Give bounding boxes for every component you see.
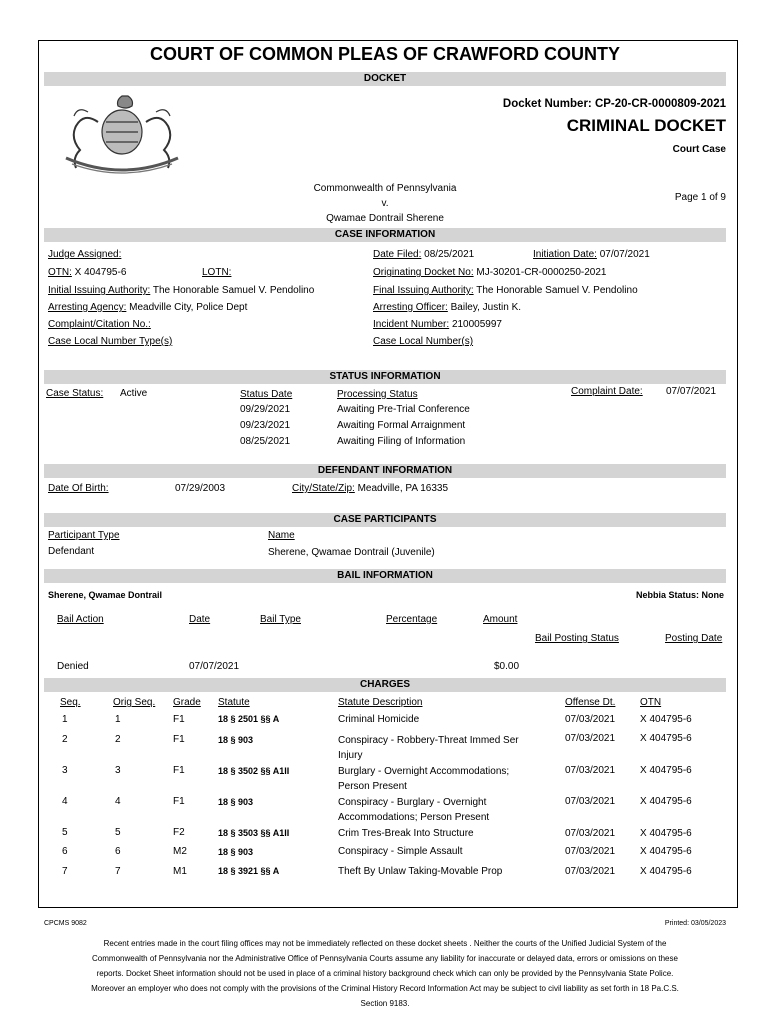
charge-description: Criminal Homicide bbox=[338, 714, 420, 725]
bail-percentage-label: Percentage bbox=[386, 614, 438, 625]
charges-col-statute: Statute bbox=[218, 697, 250, 708]
bail-amount-label: Amount bbox=[483, 614, 518, 625]
processing-status-label: Processing Status bbox=[337, 389, 418, 400]
charge-description: Crim Tres-Break Into Structure bbox=[338, 828, 474, 839]
charge-description-cont: Injury bbox=[338, 750, 363, 761]
charge-otn: X 404795-6 bbox=[640, 846, 692, 857]
charge-grade: M2 bbox=[173, 846, 187, 857]
charge-grade: F1 bbox=[173, 734, 185, 745]
participant-name: Sherene, Qwamae Dontrail (Juvenile) bbox=[268, 547, 435, 558]
otn-label: OTN: bbox=[48, 267, 72, 278]
charge-seq: 7 bbox=[62, 866, 68, 877]
charge-statute: 18 § 3503 §§ A1II bbox=[218, 828, 290, 838]
charge-seq: 5 bbox=[62, 827, 68, 838]
charge-orig-seq: 2 bbox=[115, 734, 121, 745]
charges-bar: CHARGES bbox=[44, 678, 726, 692]
charges-col-offense-date: Offense Dt. bbox=[565, 697, 616, 708]
case-status-label: Case Status: bbox=[46, 388, 104, 399]
court-case-label: Court Case bbox=[672, 144, 726, 155]
defendant-information-bar: DEFENDANT INFORMATION bbox=[44, 464, 726, 478]
participant-type: Defendant bbox=[48, 546, 95, 557]
page-number: Page 1 of 9 bbox=[674, 192, 726, 203]
charge-orig-seq: 7 bbox=[115, 866, 121, 877]
criminal-docket-heading: CRIMINAL DOCKET bbox=[566, 116, 726, 135]
charges-col-description: Statute Description bbox=[338, 697, 423, 708]
charge-orig-seq: 1 bbox=[115, 714, 121, 725]
charge-otn: X 404795-6 bbox=[640, 733, 692, 744]
charges-col-seq: Seq. bbox=[60, 697, 81, 708]
caption-plaintiff: Commonwealth of Pennsylvania bbox=[313, 183, 457, 194]
charge-otn: X 404795-6 bbox=[640, 796, 692, 807]
date-filed: 08/25/2021 bbox=[424, 249, 475, 260]
status-row-date: 09/29/2021 bbox=[240, 404, 291, 415]
bail-action: Denied bbox=[57, 661, 89, 672]
charge-seq: 1 bbox=[62, 714, 68, 725]
caption-versus: v. bbox=[381, 198, 389, 209]
complaint-label: Complaint/Citation No.: bbox=[48, 319, 151, 330]
final-auth-label: Final Issuing Authority: bbox=[373, 285, 474, 296]
charge-otn: X 404795-6 bbox=[640, 714, 692, 725]
arresting-officer-label: Arresting Officer: bbox=[373, 302, 448, 313]
bail-amount: $0.00 bbox=[494, 661, 520, 672]
charge-statute: 18 § 903 bbox=[218, 847, 254, 857]
bail-type-label: Bail Type bbox=[260, 614, 301, 625]
charge-statute: 18 § 2501 §§ A bbox=[218, 714, 280, 724]
status-row-status: Awaiting Pre-Trial Conference bbox=[337, 404, 470, 415]
init-auth: The Honorable Samuel V. Pendolino bbox=[152, 285, 315, 296]
status-row-date: 09/23/2021 bbox=[240, 420, 291, 431]
final-auth: The Honorable Samuel V. Pendolino bbox=[476, 285, 638, 296]
orig-docket-label: Originating Docket No: bbox=[373, 267, 474, 278]
initiation-date: 07/07/2021 bbox=[599, 249, 650, 260]
init-auth-label: Initial Issuing Authority: bbox=[48, 285, 151, 296]
complaint-date: 07/07/2021 bbox=[666, 386, 717, 397]
orig-docket: MJ-30201-CR-0000250-2021 bbox=[476, 267, 607, 278]
charge-seq: 4 bbox=[62, 796, 68, 807]
charge-otn: X 404795-6 bbox=[640, 828, 692, 839]
charge-offense-date: 07/03/2021 bbox=[565, 828, 616, 839]
charge-grade: M1 bbox=[173, 866, 187, 877]
status-row-date: 08/25/2021 bbox=[240, 436, 291, 447]
court-title: COURT OF COMMON PLEAS OF CRAWFORD COUNTY bbox=[150, 44, 620, 64]
charge-otn: X 404795-6 bbox=[640, 765, 692, 776]
charge-grade: F2 bbox=[173, 827, 185, 838]
local-type-label: Case Local Number Type(s) bbox=[48, 336, 173, 347]
status-information-bar: STATUS INFORMATION bbox=[44, 370, 726, 384]
incident-label: Incident Number: bbox=[373, 319, 450, 330]
charge-offense-date: 07/03/2021 bbox=[565, 846, 616, 857]
arresting-officer: Bailey, Justin K. bbox=[450, 302, 522, 313]
incident-number: 210005997 bbox=[451, 319, 502, 330]
charge-description-cont: Person Present bbox=[338, 781, 407, 792]
charge-description: Burglary - Overnight Accommodations; bbox=[338, 766, 510, 777]
arresting-agency-label: Arresting Agency: bbox=[48, 302, 127, 313]
charge-description: Theft By Unlaw Taking-Movable Prop bbox=[338, 866, 503, 877]
charge-grade: F1 bbox=[173, 765, 185, 776]
charge-offense-date: 07/03/2021 bbox=[565, 714, 616, 725]
charge-orig-seq: 3 bbox=[115, 765, 121, 776]
form-id: CPCMS 9082 bbox=[44, 920, 87, 927]
charges-col-otn: OTN bbox=[640, 697, 662, 708]
arresting-agency: Meadville City, Police Dept bbox=[129, 302, 248, 313]
docket-bar: DOCKET bbox=[44, 72, 726, 86]
initiation-label: Initiation Date: bbox=[533, 249, 597, 260]
charge-statute: 18 § 903 bbox=[218, 735, 254, 745]
charge-description: Conspiracy - Robbery-Threat Immed Ser bbox=[338, 735, 519, 746]
case-status: Active bbox=[120, 388, 148, 399]
bail-posting-status-label: Bail Posting Status bbox=[535, 633, 619, 644]
bail-information-bar: BAIL INFORMATION bbox=[44, 569, 726, 583]
disclaimer: Recent entries made in the court filing offices may not be immediately reflected on these docket sheets . Neither the courts of the Unified Judicial System of the Commonwealth of Pennsylvania nor the Administrative Office of Pennsylvania Courts assume any liability for inaccurate or delayed data, errors or omissions on these reports. Docket Sheet information should not be used in place of a criminal history background check which can only be provided by the Pennsylvania State Police. Moreover an employer who does not comply with the provisions of the Criminal History Record Information Act may be subject to civil liability as set forth in 18 Pa.C.S. Section 9183. bbox=[91, 939, 679, 1008]
status-row-status: Awaiting Filing of Information bbox=[337, 436, 466, 447]
date-filed-label: Date Filed: bbox=[373, 249, 422, 260]
bail-date: 07/07/2021 bbox=[189, 661, 240, 672]
lotn-label: LOTN: bbox=[202, 267, 232, 278]
charge-grade: F1 bbox=[173, 796, 185, 807]
local-number-label: Case Local Number(s) bbox=[373, 336, 474, 347]
pennsylvania-seal-icon bbox=[58, 92, 186, 179]
charge-seq: 3 bbox=[62, 765, 68, 776]
charge-orig-seq: 4 bbox=[115, 796, 121, 807]
bail-posting-date-label: Posting Date bbox=[665, 633, 723, 644]
charge-offense-date: 07/03/2021 bbox=[565, 765, 616, 776]
charge-grade: F1 bbox=[173, 714, 185, 725]
charge-statute: 18 § 903 bbox=[218, 797, 254, 807]
caption-defendant: Qwamae Dontrail Sherene bbox=[326, 213, 444, 224]
charge-seq: 6 bbox=[62, 846, 68, 857]
nebbia-status: Nebbia Status: None bbox=[635, 590, 724, 600]
charge-orig-seq: 6 bbox=[115, 846, 121, 857]
docket-number: Docket Number: CP-20-CR-0000809-2021 bbox=[502, 98, 726, 110]
charge-seq: 2 bbox=[62, 734, 68, 745]
participant-name-label: Name bbox=[268, 530, 295, 541]
charge-offense-date: 07/03/2021 bbox=[565, 796, 616, 807]
otn-value: X 404795-6 bbox=[74, 267, 127, 278]
bail-action-label: Bail Action bbox=[57, 614, 104, 625]
charge-otn: X 404795-6 bbox=[640, 866, 692, 877]
charge-orig-seq: 5 bbox=[115, 827, 121, 838]
complaint-date-label: Complaint Date: bbox=[571, 386, 643, 397]
bail-defendant-name: Sherene, Qwamae Dontrail bbox=[48, 590, 163, 600]
status-row-status: Awaiting Formal Arraignment bbox=[337, 420, 466, 431]
case-participants-bar: CASE PARTICIPANTS bbox=[44, 513, 726, 527]
charge-description: Conspiracy - Burglary - Overnight bbox=[338, 797, 487, 808]
city-value: Meadville, PA 16335 bbox=[357, 483, 449, 494]
charge-description: Conspiracy - Simple Assault bbox=[338, 846, 463, 857]
city-label: City/State/Zip: bbox=[292, 483, 355, 494]
printed-date: Printed: 03/05/2023 bbox=[664, 920, 726, 927]
charges-col-grade: Grade bbox=[173, 697, 201, 708]
charge-description-cont: Accommodations; Person Present bbox=[338, 812, 490, 823]
case-information-bar: CASE INFORMATION bbox=[44, 228, 726, 242]
dob-value: 07/29/2003 bbox=[175, 483, 226, 494]
charge-offense-date: 07/03/2021 bbox=[565, 733, 616, 744]
judge-label: Judge Assigned: bbox=[48, 249, 122, 260]
charges-col-orig-seq: Orig Seq. bbox=[113, 697, 156, 708]
charge-statute: 18 § 3921 §§ A bbox=[218, 866, 280, 876]
dob-label: Date Of Birth: bbox=[48, 483, 109, 494]
participant-type-label: Participant Type bbox=[48, 530, 120, 541]
charge-offense-date: 07/03/2021 bbox=[565, 866, 616, 877]
bail-date-label: Date bbox=[189, 614, 211, 625]
charge-statute: 18 § 3502 §§ A1II bbox=[218, 766, 290, 776]
status-date-label: Status Date bbox=[240, 389, 293, 400]
